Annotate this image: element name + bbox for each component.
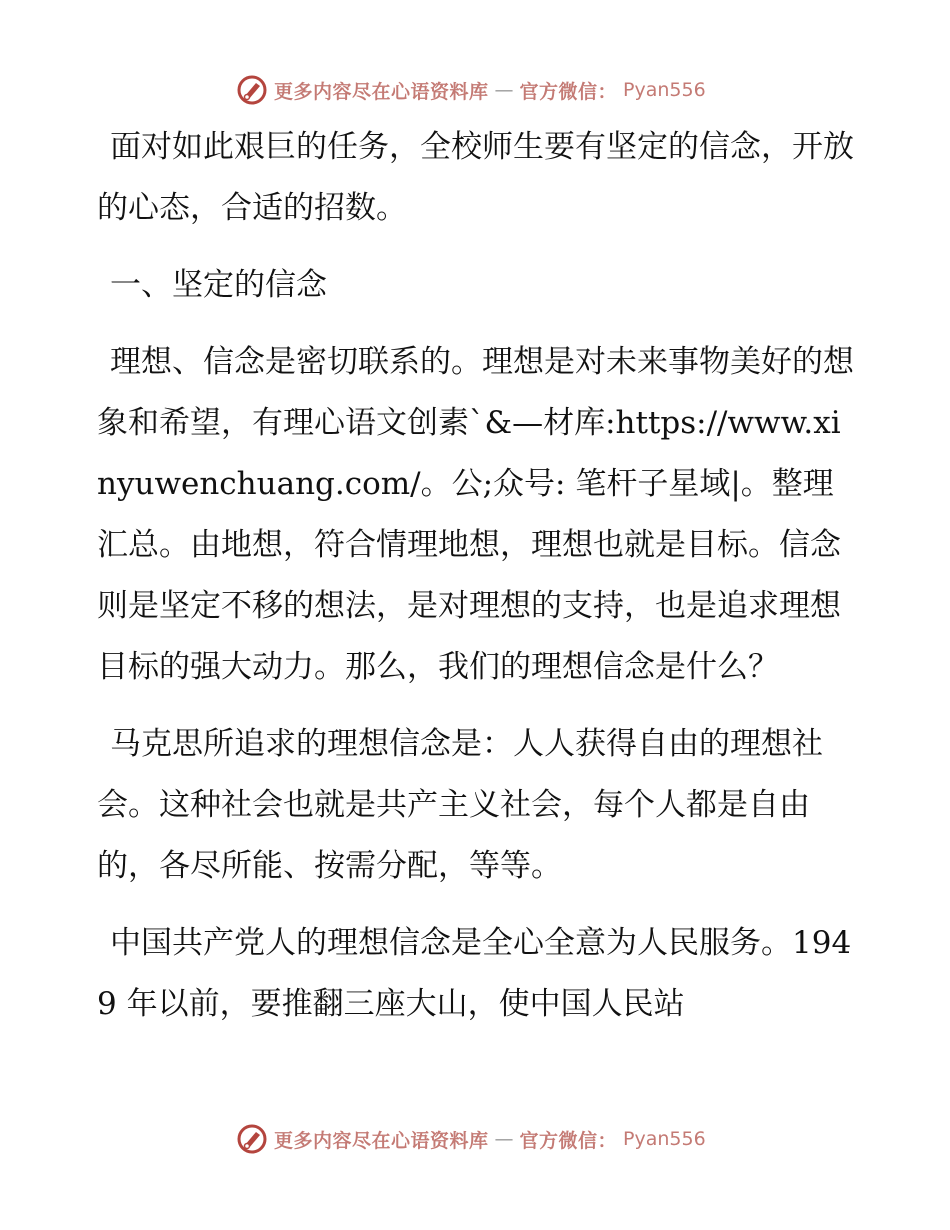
watermark-text: 更多内容尽在心语资料库 xyxy=(274,80,489,103)
document-body xyxy=(97,117,857,1051)
watermark-official-label: 官方微信： xyxy=(519,1129,618,1152)
paragraph-ideals: 理想、信念是密切联系的。理想是对未来事物美好的想象和希望，有理心语文创素`&—材库:https://www.xinyuwenchuang.com/。公;众号: 笔杆子星域|。整理汇总。由地想，符合情理地想，理想也就是目标。信念则是坚定不移的想法，是对理想的支持，也是追求理想目标的强大动力。那么，我们的理想信念是什么？ xyxy=(97,344,854,685)
watermark-text: 更多内容尽在心语资料库 xyxy=(274,1129,489,1152)
watermark-wechat-id: Pyan556 xyxy=(623,1128,706,1150)
footer-watermark xyxy=(236,1121,706,1157)
paragraph-intro: 面对如此艰巨的任务，全校师生要有坚定的信念，开放的心态，合适的招数。 xyxy=(97,129,854,226)
section-heading: 一、坚定的信念 xyxy=(110,267,327,303)
header-watermark xyxy=(236,72,706,108)
watermark-separator: — xyxy=(494,1128,514,1150)
watermark-wechat-id: Pyan556 xyxy=(623,79,706,101)
watermark-separator: — xyxy=(494,79,514,101)
watermark-official-label: 官方微信： xyxy=(519,80,618,103)
fountain-pen-logo-icon xyxy=(236,74,268,106)
fountain-pen-logo-icon xyxy=(236,1123,268,1155)
paragraph-marx: 马克思所追求的理想信念是：人人获得自由的理想社会。这种社会也就是共产主义社会，每个人都是自由的，各尽所能、按需分配，等等。 xyxy=(97,726,823,884)
paragraph-ccp: 中国共产党人的理想信念是全心全意为人民服务。1949 年以前，要推翻三座大山，使中国人民站 xyxy=(97,925,852,1022)
